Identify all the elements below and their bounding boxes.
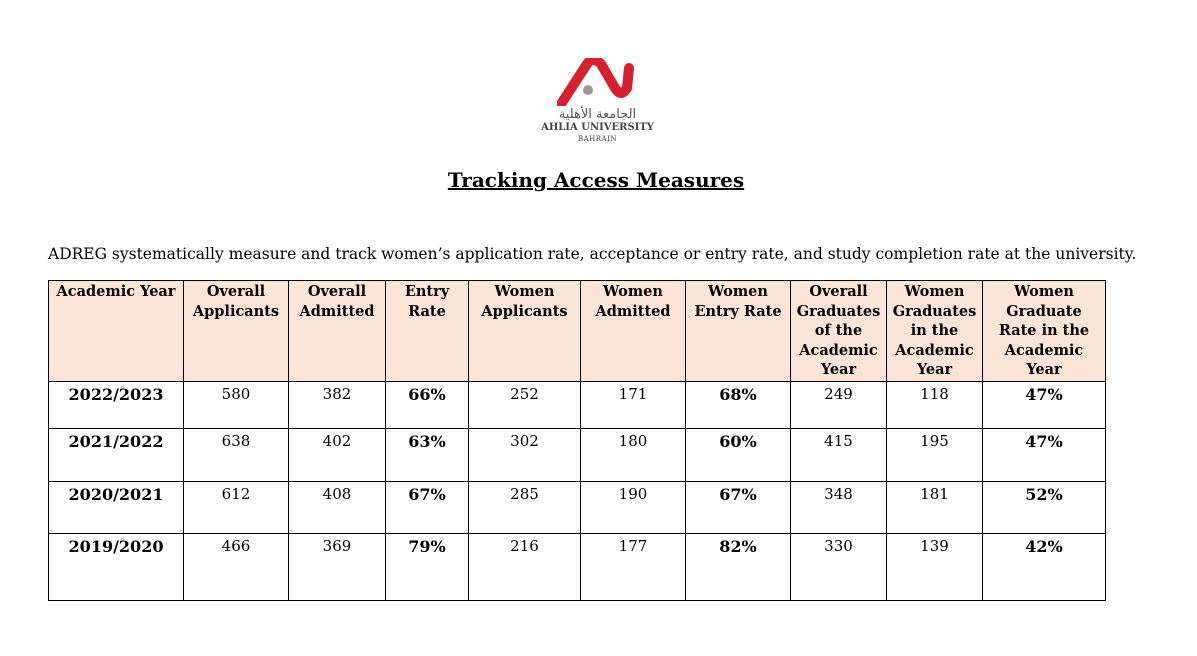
table-row <box>49 428 1106 481</box>
table-cell: 249 <box>791 381 887 428</box>
table-cell: 52% <box>983 481 1106 533</box>
table-cell: 408 <box>289 481 386 533</box>
table-cell: 466 <box>184 533 289 600</box>
table-cell: 139 <box>887 533 983 600</box>
table-cell: 252 <box>469 381 581 428</box>
table-cell: 190 <box>581 481 686 533</box>
logo-sub: BAHRAIN <box>577 135 618 143</box>
table-cell: 612 <box>184 481 289 533</box>
table-cell: 181 <box>887 481 983 533</box>
table-cell: 67% <box>686 481 791 533</box>
column-header: Entry Rate <box>386 281 469 382</box>
table-cell: 177 <box>581 533 686 600</box>
table-cell: 171 <box>581 381 686 428</box>
table-cell: 330 <box>791 533 887 600</box>
table-cell: 348 <box>791 481 887 533</box>
table-row <box>49 533 1106 600</box>
table-cell: 638 <box>184 428 289 481</box>
table-cell: 415 <box>791 428 887 481</box>
table-cell: 216 <box>469 533 581 600</box>
column-header: Women Graduate Rate in the Academic Year <box>983 281 1106 382</box>
column-header: Women Applicants <box>469 281 581 382</box>
column-header: Overall Admitted <box>289 281 386 382</box>
logo-mark-icon <box>557 58 639 106</box>
table-cell: 82% <box>686 533 791 600</box>
table-row <box>49 481 1106 533</box>
logo-arabic: الجامعة الأهلية <box>558 107 637 122</box>
table-cell: 580 <box>184 381 289 428</box>
table-cell: 2020/2021 <box>49 481 184 533</box>
table-cell: 402 <box>289 428 386 481</box>
column-header: Overall Applicants <box>184 281 289 382</box>
logo-name: AHLIA UNIVERSITY <box>541 122 654 133</box>
table-cell: 67% <box>386 481 469 533</box>
table-cell: 382 <box>289 381 386 428</box>
table-cell: 60% <box>686 428 791 481</box>
table-cell: 68% <box>686 381 791 428</box>
table-cell: 2021/2022 <box>49 428 184 481</box>
table-cell: 63% <box>386 428 469 481</box>
table-cell: 369 <box>289 533 386 600</box>
column-header: Women Admitted <box>581 281 686 382</box>
table-cell: 195 <box>887 428 983 481</box>
column-header: Women Entry Rate <box>686 281 791 382</box>
column-header: Women Graduates in the Academic Year <box>887 281 983 382</box>
table-cell: 118 <box>887 381 983 428</box>
table-row <box>49 381 1106 428</box>
table-cell: 180 <box>581 428 686 481</box>
column-header: Academic Year <box>49 281 184 382</box>
page-title: Tracking Access Measures <box>447 168 745 192</box>
table-cell: 79% <box>386 533 469 600</box>
table-cell: 47% <box>983 428 1106 481</box>
table-cell: 42% <box>983 533 1106 600</box>
column-header: Overall Graduates of the Academic Year <box>791 281 887 382</box>
table-cell: 285 <box>469 481 581 533</box>
university-logo <box>530 58 665 144</box>
access-table <box>48 280 1106 601</box>
table-cell: 302 <box>469 428 581 481</box>
table-cell: 2019/2020 <box>49 533 184 600</box>
intro-text: ADREG systematically measure and track women’s application rate, acceptance or entry rate, and study completion rate at the university. <box>48 245 1137 263</box>
table-cell: 66% <box>386 381 469 428</box>
table-cell: 2022/2023 <box>49 381 184 428</box>
table-cell: 47% <box>983 381 1106 428</box>
